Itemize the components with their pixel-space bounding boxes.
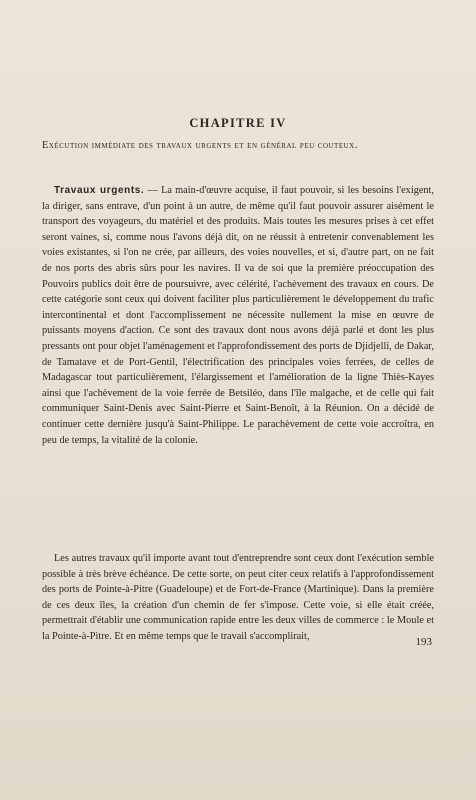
section-heading: Exécution immédiate des travaux urgents et en général peu couteux.	[42, 140, 358, 151]
run-in-dash: —	[144, 185, 162, 196]
paragraph-1	[42, 183, 434, 448]
paragraph-2-text: Les autres travaux qu'il importe avant tout d'entreprendre sont ceux dont l'exécution semble possible à très brève échéance. De cette sorte, on peut citer ceux relatifs à l'approfondissement des ports de Pointe-à-Pitre (Guadeloupe) et de Fort-de-France (Martinique). Dans la première de ces deux îles, la création d'un chemin de fer s'impose. Cette voie, si elle était créée, permettrait d'établir une communication rapide entre les deux villes de commerce : le Moule et la Pointe-à-Pitre. Et en même temps que le travail s'accomplirait,	[42, 553, 434, 642]
page-number: 193	[415, 636, 432, 648]
paragraph-2	[42, 551, 434, 645]
paragraph-1-text: La main-d'œuvre acquise, il faut pouvoir, si les besoins l'exigent, la diriger, sans entrave, d'un point à un autre, de même qu'il faut pouvoir assurer aisément le transport des voyageurs, du matériel et des produits. Mais toutes les mesures prises à cet effet seront vaines, si, comme nous l'avons déjà dit, on ne réussit à entretenir convenablement les voies existantes, si l'on ne crée, par ailleurs, des voies nouvelles, et si, d'autre part, on ne fait de nos ports des abris sûrs pour les navires. Il va de soi que la première préoccupation des Pouvoirs publics doit être de poursuivre, avec célérité, l'achèvement des travaux en cours. De cette catégorie sont ceux qui doivent faciliter plus particulièrement le développement du trafic intercontinental et dont l'accomplissement ne nécessite nullement la mise en œuvre de puissants moyens d'action. Ce sont des travaux dont nous avons déjà parlé et dont les plus pressants ont pour objet l'aménagement et l'approfondissement des ports de Djidjelli, de Dakar, de Tamatave et de Port-Gentil, l'électrification des principales voies ferrées, de celles de Madagascar tout particulièrement, l'élargissement et l'amélioration de la ligne Thiès-Kayes ainsi que l'achèvement de la voie ferrée de Betsiléo, dans l'île malgache, et de celle qui fait communiquer Saint-Denis avec Saint-Pierre et Saint-Benoît, à la Réunion. On a décidé de continuer cette dernière jusqu'à Saint-Philippe. Le parachèvement de cette voie accroîtra, en peu de temps, la vitalité de la colonie.	[42, 185, 434, 446]
run-in-heading: Travaux urgents.	[54, 185, 145, 196]
chapter-title: CHAPITRE IV	[189, 116, 287, 130]
